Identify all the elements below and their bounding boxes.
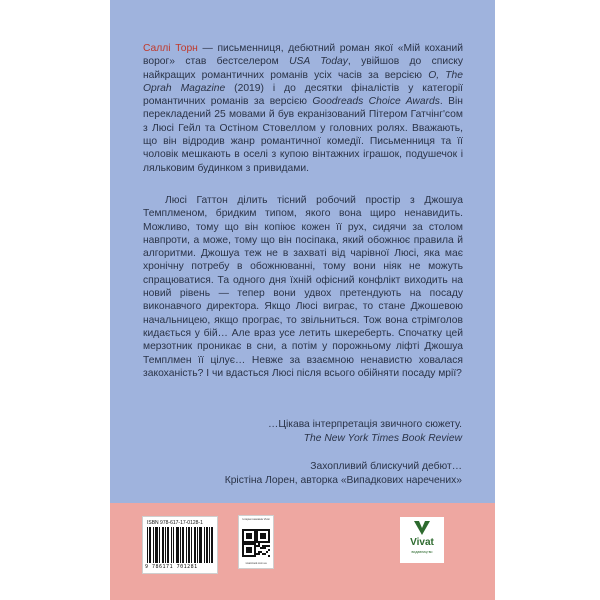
- publisher-sub: видавництво: [411, 550, 433, 554]
- barcode-icon: [147, 527, 213, 563]
- quote-source: Крістіна Лорен, авторка «Випадкових наречених»: [224, 474, 462, 486]
- qr-caption-bottom: vivat-book.com.ua: [245, 562, 267, 565]
- bio-text-2: , увійшов до списку найкращих романтичних романів усіх часів за версією: [143, 56, 464, 81]
- qr-box: [238, 515, 274, 569]
- barcode-digits: 9 786171 701281: [145, 564, 198, 570]
- author-name: Саллі Торн: [143, 43, 198, 54]
- bio-oprah: O, The Oprah Magazine: [143, 69, 463, 94]
- qr-caption-top: Інтернет-магазин Vivat: [242, 518, 270, 521]
- bio-goodreads: Goodreads Choice Awards: [312, 96, 440, 108]
- review-quote-2: [170, 460, 462, 487]
- isbn-barcode-box: [142, 516, 218, 574]
- isbn-label: ISBN 978-617-17-0128-1: [147, 520, 203, 526]
- bio-text-3: (2019) і до десятки фіналістів у категорії романтичних романів за версією: [143, 82, 463, 108]
- vivat-leaf-icon: [413, 520, 431, 536]
- book-back-cover: [110, 0, 495, 600]
- quote-text: Захопливий блискучий дебют…: [310, 461, 462, 472]
- bio-text-1: — письменниця, дебютний роман якої «Мій коханий ворог» став бестселером: [143, 43, 463, 68]
- bio-usa-today: USA Today: [289, 56, 348, 68]
- qr-code-icon: [242, 529, 270, 557]
- publisher-name: Vivat: [410, 537, 434, 548]
- bio-text-4: . Він перекладений 25 мовами й був екранізований Пітером Гатчінг'сом з Люсі Гейл та Остіном Стовеллом у головних ролях. Вважають, що він відродив жанр романтичної комедії. Письменниця та її чоловік мешкають в оселі з купою вінтажних іграшок, подушечок і ляльковим будинком з привидами.: [143, 96, 463, 174]
- publisher-logo: [400, 517, 444, 563]
- author-bio: [143, 42, 463, 175]
- synopsis: Люсі Гаттон ділить тісний робочий простір з Джошуа Темплменом, бридким типом, якого вона щиро ненавидить. Можливо, тому що він копіює кожен її рух, сидячи за столом навпроти, а може, тому що він посіпака, який обожнює правила й алгоритми. Джошуа теж не в захваті від чарівної Люсі, яка має хронічну потребу в обожнюванні, тому вони ніяк не можуть спрацюватися. Та одного дня їхній офісний конфлікт виходить на новий рівень — тепер вони удвох претендують на посаду виконавчого директора. Якщо Люсі виграє, то стане Джошевою начальницею, якщо програє, то звільниться. Тож вона стрімголов кидається у бій… Але враз усе летить шкереберть. Спочатку цей мерзотник проникає в сни, а потім у порожньому ліфті Джошуа Темплмен її цілує… Невже за взаємною ненавистю ховалася закоханість? І чи вдасться Люсі після всього обійняти посаду мрії?: [143, 195, 463, 379]
- quote-text: …Цікава інтерпретація звичного сюжету.: [268, 419, 462, 430]
- quote-source: The New York Times Book Review: [303, 432, 462, 444]
- review-quote-1: [170, 418, 462, 445]
